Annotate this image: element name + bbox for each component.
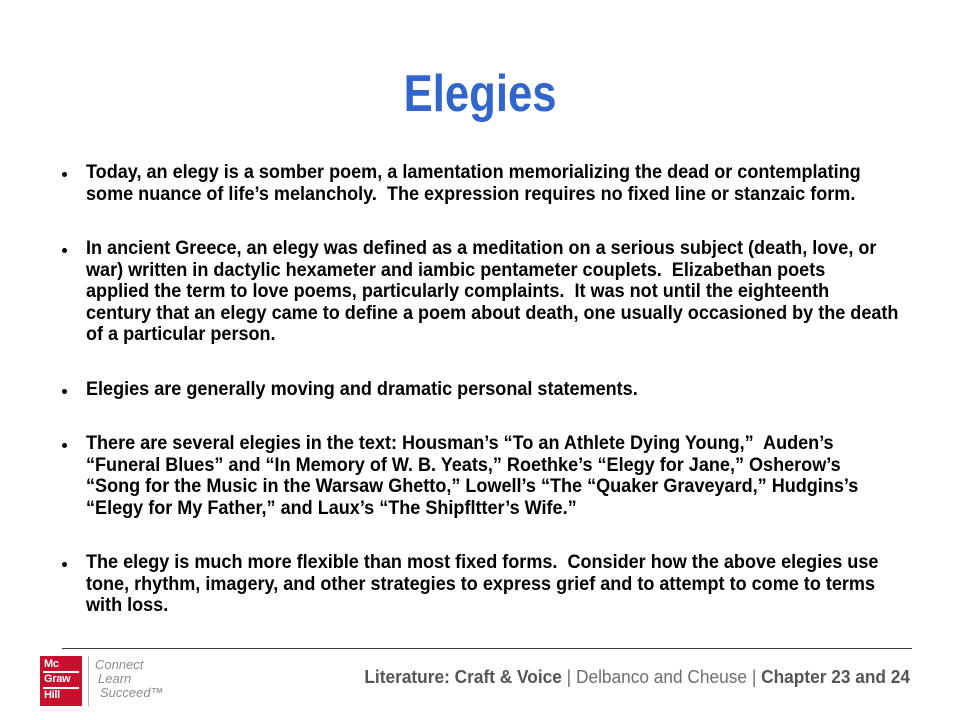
bullet-item [60,162,950,205]
bullet-text-line: “Song for the Music in the Warsaw Ghetto,” Lowell’s “The “Quaker Graveyard,” Hudgins’s [86,476,859,497]
bullet-item [60,552,950,617]
slide-title-text: Elegies [403,65,557,123]
bullet-text-line: tone, rhythm, imagery, and other strategies to express grief and to attempt to come to terms [86,573,876,595]
footer-divider [62,648,912,649]
logo-tagline-line: Succeed™ [100,685,164,700]
logo-tagline-line: Connect [95,657,144,672]
footer-separator: | [566,667,572,687]
footer-authors: Delbanco and Cheuse [575,667,748,687]
publisher-logo-mark [40,656,82,706]
bullet-text-line: Today, an elegy is a somber poem, a lamentation memorializing the dead or contemplating [86,162,861,183]
publisher-logo [40,656,170,708]
logo-divider [88,656,89,706]
logo-mark-text: Graw [44,673,71,685]
bullet-marker [62,248,67,253]
slide-title [0,65,960,123]
footer-book-title: Literature: Craft & Voice [364,667,562,687]
logo-mark-text: Hill [44,689,60,701]
bullet-text-line: “Funeral Blues” and “In Memory of W. B. Yeats,” Roethke’s “Elegy for Jane,” Osherow’s [86,454,841,476]
logo-mark-text: Mc [44,658,59,670]
bullet-text-line: There are several elegies in the text: Housman’s “To an Athlete Dying Young,” Auden’s [86,433,834,454]
footer-separator: | [751,667,757,687]
bullet-marker [62,443,67,448]
bullet-list [60,162,950,650]
footer-caption [238,666,910,688]
bullet-text-line: some nuance of life’s melancholy. The expression requires no fixed line or stanzaic form. [86,183,856,205]
footer-chapter: Chapter 23 and 24 [761,667,910,687]
bullet-text-line: with loss. [86,595,169,616]
logo-tagline-line: Learn [98,671,132,686]
bullet-marker [62,389,67,394]
bullet-text-line: The elegy is much more flexible than most fixed forms. Consider how the above elegies use [86,552,879,573]
bullet-text-line: century that an elegy came to define a poem about death, one usually occasioned by the death [86,302,899,324]
bullet-item [60,238,950,346]
bullet-text-line: “Elegy for My Father,” and Laux’s “The Shipfltter’s Wife.” [86,497,577,519]
bullet-marker [62,172,67,177]
bullet-text-line: In ancient Greece, an elegy was defined as a meditation on a serious subject (death, love, or [86,238,877,259]
bullet-item [60,433,950,519]
bullet-text-line: of a particular person. [86,324,276,345]
bullet-item [60,379,950,401]
bullet-text-line: applied the term to love poems, particularly complaints. It was not until the eighteenth [86,281,830,302]
bullet-text-line: Elegies are generally moving and dramatic personal statements. [86,378,638,400]
bullet-marker [62,562,67,567]
bullet-text-line: war) written in dactylic hexameter and iambic pentameter couplets. Elizabethan poets [86,259,826,281]
